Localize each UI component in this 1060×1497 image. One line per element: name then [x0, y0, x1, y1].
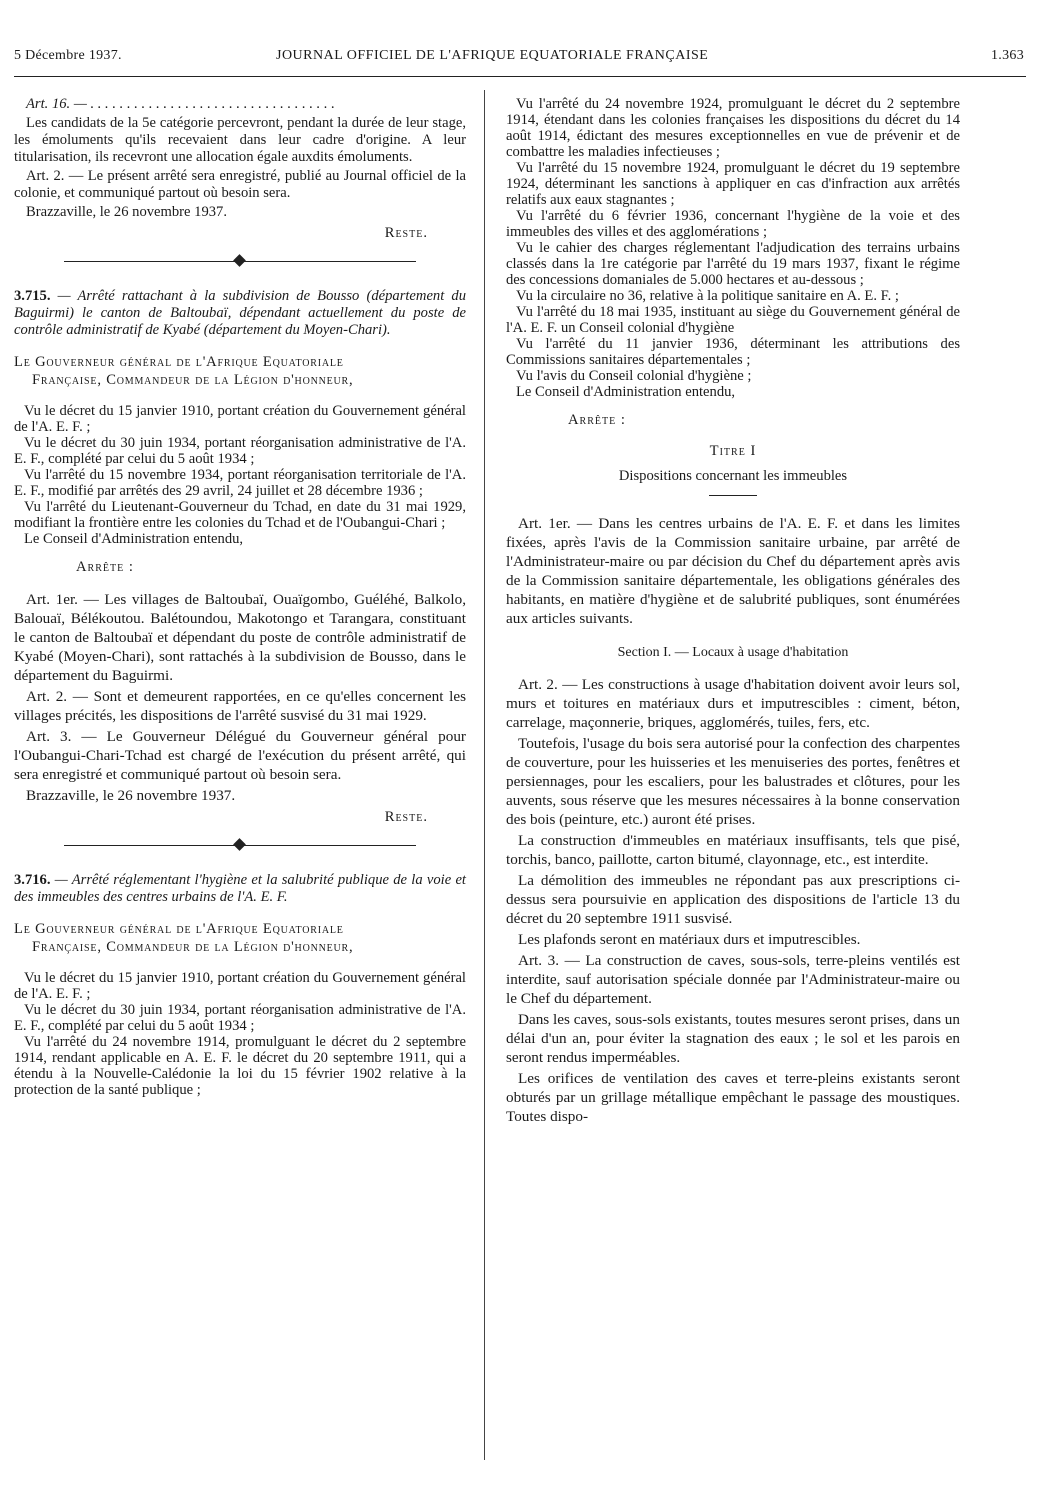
article-text: Art. 2. — Les constructions à usage d'habitation doivent avoir leurs sol, murs et toitures en matériaux durs et imputrescibles : ciment, béton, carrelage, maçonnerie, briques, agglomérés, tuiles, fers, etc. — [506, 676, 960, 731]
decree-title: — Arrêté réglementant l'hygiène et la salubrité publique de la voie et des immeubles des centres urbains de l'A. E. F. — [14, 872, 466, 905]
decree-title: — Arrêté rattachant à la subdivision de Bousso (département du Baguirmi) le canton de Baltoubaï, dépendant actuellement du poste de contrôle administratif de Kyabé (département du Moyen-Chari). — [14, 288, 466, 338]
considerant: Vu le décret du 30 juin 1934, portant réorganisation administrative de l'A. E. F., complété par celui du 5 août 1934 ; — [14, 1002, 466, 1034]
considerant: Vu le décret du 30 juin 1934, portant réorganisation administrative de l'A. E. F., complété par celui du 5 août 1934 ; — [14, 435, 466, 467]
article-paragraph: Toutefois, l'usage du bois sera autorisé pour la confection des charpentes de couverture, pour les huisseries et les menuiseries des portes, fenêtres et persiennages, pour les escaliers, pour les balustrades et clôtures, pour les auvents, sous réserve que les mesures nécessaires à la bonne conservation des bois (peinture, etc.) auront été prises. — [506, 735, 960, 828]
art16-text: Les candidats de la 5e catégorie percevront, pendant la durée de leur stage, les émoluments qu'ils recevaient dans leur cadre d'origine. A leur titularisation, ils recevront une allocation égale auxdits émoluments. — [14, 115, 466, 165]
right-column — [506, 96, 960, 1128]
governor-line: Le Gouverneur général de l'Afrique Equatoriale — [14, 354, 344, 370]
arrete-heading: Arrête : — [76, 559, 134, 575]
left-column — [14, 96, 466, 1098]
decree-number: 3.716. — [14, 872, 51, 888]
governor-preamble — [14, 920, 466, 956]
decree-heading — [14, 872, 466, 906]
arrete-heading: Arrête : — [568, 412, 626, 428]
separator-ornament — [14, 244, 466, 278]
header-rule — [14, 76, 1026, 77]
governor-line: Française, Commandeur de la Légion d'honneur, — [32, 372, 354, 388]
header-date: 5 Décembre 1937. — [14, 48, 122, 63]
considerant: Le Conseil d'Administration entendu, — [24, 531, 244, 547]
considerant: Vu le décret du 15 janvier 1910, portant création du Gouvernement général de l'A. E. F. ; — [14, 970, 466, 1002]
considerant: Vu l'arrêté du Lieutenant-Gouverneur du Tchad, en date du 31 mai 1929, modifiant la frontière entre les colonies du Tchad et de l'Oubangui-Chari ; — [14, 499, 466, 531]
considerant: Le Conseil d'Administration entendu, — [516, 384, 736, 400]
considerant: Vu le cahier des charges réglementant l'adjudication des terrains urbains classés dans la 1re catégorie par l'arrêté du 19 mars 1937, fixant le régime des concessions domaniales de 5.000 hectares et au-dessous ; — [506, 240, 960, 288]
considerant: Vu l'arrêté du 24 novembre 1914, promulguant le décret du 2 septembre 1914, rendant applicable en A. E. F. le décret du 20 septembre 1911, qui a étendu à la Nouvelle-Calédonie la loi du 15 février 1902 relative à la protection de la santé publique ; — [14, 1034, 466, 1098]
article-paragraph: La démolition des immeubles ne répondant pas aux prescriptions ci-dessus sera poursuivie en application des dispositions de l'article 13 du décret du 20 septembre 1911 susvisé. — [506, 872, 960, 927]
considerant: Vu l'arrêté du 15 novembre 1924, promulguant le décret du 19 septembre 1924, déterminant les sanctions à appliquer en cas d'infraction aux arrêtés relatifs aux eaux stagnantes ; — [506, 160, 960, 208]
article-text: Art. 3. — Le Gouverneur Délégué du Gouverneur général pour l'Oubangui-Chari-Tchad est chargé de l'exécution du présent arrêté, qui sera enregistré et communiqué partout où besoin sera. — [14, 728, 466, 783]
governor-preamble — [14, 353, 466, 389]
article-text: Art. 2. — Sont et demeurent rapportées, en ce qu'elles concernent les villages précités, les dispositions de l'arrêté susvisé du 31 mai 1929. — [14, 688, 466, 724]
art16-heading: Art. 16. — . . . . . . . . . . . . . . . . . . . . . . . . . . . . . . . . . . — [26, 96, 335, 112]
journal-title: JOURNAL OFFICIEL DE L'AFRIQUE EQUATORIALE FRANÇAISE — [276, 48, 709, 63]
page-header — [14, 48, 1024, 72]
considerant: Vu l'arrêté du 24 novembre 1924, promulguant le décret du 2 septembre 1914, étendant dans les colonies françaises les dispositions du décret du 14 août 1914, édictant des mesures exceptionnelles en vue de prévenir et de combattre les maladies infectieuses ; — [506, 96, 960, 160]
decree-number: 3.715. — [14, 288, 51, 304]
considerant: Vu l'arrêté du 6 février 1936, concernant l'hygiène de la voie et des immeubles des villes et des agglomérations ; — [506, 208, 960, 240]
article-paragraph: La construction d'immeubles en matériaux insuffisants, tels que pisé, torchis, banco, paillotte, carton bitumé, clayonnage, etc., est interdite. — [506, 832, 960, 868]
separator-ornament — [14, 828, 466, 862]
decree-heading — [14, 288, 466, 339]
short-rule — [709, 495, 757, 496]
considerant: Vu l'avis du Conseil colonial d'hygiène ; — [516, 368, 752, 384]
signature-place: Brazzaville, le 26 novembre 1937. — [26, 787, 236, 804]
article-text: Art. 3. — La construction de caves, sous-sols, terre-pleins ventilés est interdite, sauf autorisation spéciale donnée par l'Administrateur-maire ou le Chef du département. — [506, 952, 960, 1007]
considerant: Vu l'arrêté du 11 janvier 1936, déterminant les attributions des Commissions sanitaires départementales ; — [506, 336, 960, 368]
article-text: Art. 1er. — Les villages de Baltoubaï, Ouaïgombo, Guéléhé, Balkolo, Balouaï, Bélékoutou. Balétoundou, Makotongo et Tarangara, constituant le canton de Baltoubaï et dépendant du poste de contrôle administratif de Kyabé (Moyen-Chari), sont rattachés à la subdivision de Bousso, dans le département du Baguirmi. — [14, 591, 466, 684]
column-divider — [484, 90, 485, 1460]
signature-name: Reste. — [384, 809, 428, 825]
governor-line: Le Gouverneur général de l'Afrique Equatoriale — [14, 921, 344, 937]
article-paragraph: Dans les caves, sous-sols existants, toutes mesures seront prises, dans un délai d'un an, pour éviter la stagnation des eaux ; le sol et les parois en seront rendus imperméables. — [506, 1011, 960, 1066]
article-paragraph: Les orifices de ventilation des caves et terre-pleins existants seront obturés par un grillage métallique empêchant le passage des moustiques. Toutes dispo- — [506, 1070, 960, 1125]
titre-heading: Titre I — [709, 443, 757, 459]
page-number: 1.363 — [991, 48, 1024, 63]
signature-name: Reste. — [384, 225, 428, 241]
signature-place: Brazzaville, le 26 novembre 1937. — [26, 204, 227, 220]
article-text: Art. 1er. — Dans les centres urbains de l'A. E. F. et dans les limites fixées, après l'avis de la Commission sanitaire urbaine, par arrêté de l'Administrateur-maire ou par décision du Chef du département après avis de la Commission sanitaire départementale, les obligations générales des habitants, en matière d'hygiène et de salubrité publiques, sont énumérées aux articles suivants. — [506, 515, 960, 627]
governor-line: Française, Commandeur de la Légion d'honneur, — [32, 939, 354, 955]
considerant: Vu le décret du 15 janvier 1910, portant création du Gouvernement général de l'A. E. F. ; — [14, 403, 466, 435]
article-paragraph: Les plafonds seront en matériaux durs et imputrescibles. — [518, 931, 861, 948]
titre-subtitle: Dispositions concernant les immeubles — [618, 468, 848, 484]
considerant: Vu l'arrêté du 15 novembre 1934, portant réorganisation territoriale de l'A. E. F., modifié par arrêtés des 29 avril, 24 juillet et 28 décembre 1936 ; — [14, 467, 466, 499]
art2-text: Art. 2. — Le présent arrêté sera enregistré, publié au Journal officiel de la colonie, et communiqué partout où besoin sera. — [14, 168, 466, 201]
section-heading: Section I. — Locaux à usage d'habitation — [617, 645, 849, 660]
considerant: Vu l'arrêté du 18 mai 1935, instituant au siège du Gouvernement général de l'A. E. F. un Conseil colonial d'hygiène — [506, 304, 960, 336]
considerant: Vu la circulaire no 36, relative à la politique sanitaire en A. E. F. ; — [516, 288, 899, 304]
